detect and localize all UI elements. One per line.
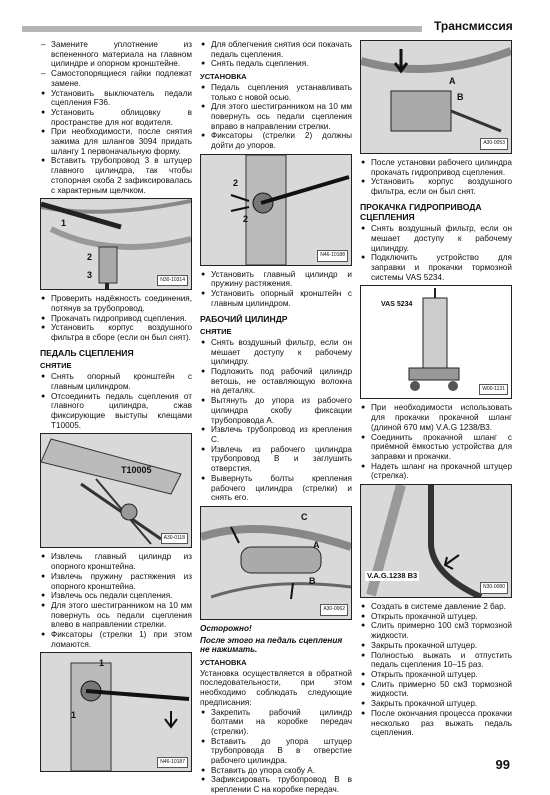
warning-text: После этого на педаль сцепления не нажимать. (200, 635, 343, 655)
figure-label: A (313, 539, 320, 550)
list-item: ● Установить главный цилиндр и пружину растяжения. (200, 270, 352, 289)
line-drawing (361, 41, 511, 153)
list-item: ● После установки рабочего цилиндра прокачать гидропривод сцепления. (360, 158, 512, 177)
list-item: ● Фиксаторы (стрелки 2) должны дойти до упоров. (200, 131, 352, 150)
figure-label: V.A.G.1238 B3 (367, 571, 418, 581)
list-item: ● Установить облицовку в пространстве для ног водителя. (40, 108, 192, 127)
figure-master-cylinder-line (40, 198, 192, 290)
figure-pedal-axis-remove (40, 652, 192, 772)
subsection-heading: УСТАНОВКА (200, 72, 247, 82)
list-item: ● Снять опорный кронштейн с главным цилиндром. (40, 372, 192, 391)
list-item: ● Прокачать гидропривод сцепления. (40, 314, 192, 324)
list-item: ● Вставить до упора штуцер трубопровода В в отверстие рабочего цилиндра. (200, 737, 352, 766)
list-item: ● При необходимости, после снятия зажима для шлангов 3094 придать шлангу 1 первоначальную форму. (40, 127, 192, 156)
list-item: ● Фиксаторы (стрелки 1) при этом ломаются. (40, 630, 192, 649)
page-number: 99 (495, 757, 510, 772)
list-item: ● Закрыть прокачной штуцер. (360, 641, 512, 651)
list-item: ● Соединить прокачной шланг с приёмной ёмкостью устройства для заправки и прокачки. (360, 433, 512, 462)
figure-label: 2 (87, 252, 93, 263)
list-item: ● Извлечь ось педали сцепления. (40, 591, 192, 601)
list-item: – Самостопорящиеся гайки подлежат замене. (40, 69, 192, 88)
list-item: ● Открыть прокачной штуцер. (360, 612, 512, 622)
list-item: ● Открыть прокачной штуцер. (360, 670, 512, 680)
list-item: ● Снять педаль сцепления. (200, 59, 352, 69)
list-item: ● Установить опорный кронштейн с главным цилиндром. (200, 289, 352, 308)
line-drawing (201, 507, 351, 619)
figure-code: A30-0053 (480, 138, 508, 150)
section-title: Трансмиссия (428, 18, 550, 35)
subsection-heading: СНЯТИЕ (200, 327, 232, 337)
list-item: ● Установить корпус воздушного фильтра, если он был снят. (360, 177, 512, 196)
subsection-heading: УСТАНОВКА (200, 658, 247, 668)
page-header (0, 18, 550, 35)
figure-code: N30-0080 (480, 582, 508, 594)
figure-label: B (457, 92, 464, 102)
figure-bleeding-device (360, 285, 512, 399)
header-rule (22, 26, 422, 32)
list-item: ● Слить примерно 50 см3 тормозной жидкости. (360, 680, 512, 699)
figure-label: 1 (99, 658, 105, 669)
figure-code: N46-10188 (317, 250, 348, 262)
figure-label: A (449, 76, 456, 86)
list-item: ● Педаль сцепления устанавливать только с новой осью. (200, 83, 352, 102)
figure-label: 2 (233, 177, 239, 188)
list-item: ● Для этого шестигранником на 10 мм повернуть ось педали сцепления влево в направлении стрелки. (40, 601, 192, 630)
list-item: ● Вставить трубопровод 3 в штуцер главного цилиндра, так чтобы стопорная скоба 2 зафиксировалась с характерным щелчком. (40, 156, 192, 195)
list-item: ● Зафиксировать трубопровод В в креплении С на коробке передач. (200, 775, 352, 794)
section-heading: ПРОКАЧКА ГИДРОПРИВОДА СЦЕПЛЕНИЯ (360, 201, 482, 222)
paragraph: Установка осуществляется в обратной последовательности, при этом необходимо соблюдать следующие предписания: (200, 668, 352, 707)
list-item: ● Извлечь пружину растяжения из опорного кронштейна. (40, 572, 192, 591)
section-heading: ПЕДАЛЬ СЦЕПЛЕНИЯ (40, 347, 134, 358)
list-item: ● Проверить надёжность соединения, потянув за трубопровод. (40, 294, 192, 313)
list-item: ● Вывернуть болты крепления рабочего цилиндра (стрелки) и снять его. (200, 474, 352, 503)
column-2 (200, 40, 352, 795)
column-3 (360, 40, 512, 738)
figure-label: 2 (243, 213, 249, 224)
list-item: ● Извлечь трубопровод из крепления С. (200, 425, 352, 444)
list-item: ● Отсоединить педаль сцепления от главного цилиндра, сжав фиксирующие выступы клещами T10005. (40, 392, 192, 431)
figure-pliers (40, 433, 192, 548)
list-item: ● Подложить под рабочий цилиндр ветошь, не оставляющую волокна на деталях. (200, 367, 352, 396)
figure-code: W00-1131 (479, 384, 508, 396)
list-item: ● После окончания процесса прокачки несколько раз выжать педаль сцепления. (360, 709, 512, 738)
figure-label: 1 (71, 710, 77, 721)
warning-title: Осторожно! (200, 623, 252, 633)
list-item: ● Надеть шланг на прокачной штуцер (стрелка). (360, 462, 512, 481)
figure-slave-cylinder (200, 506, 352, 620)
figure-code: N30-10314 (157, 275, 188, 287)
line-drawing (201, 155, 351, 265)
list-item: ● При необходимости использовать для прокачки прокачной шланг (длиной 670 мм) V.A.G 1238/В3. (360, 403, 512, 432)
figure-code: N46-10187 (157, 757, 188, 769)
figure-label: C (301, 511, 308, 522)
subsection-heading: СНЯТИЕ (40, 361, 72, 371)
list-item: ● Закрепить рабочий цилиндр болтами на коробке передач (стрелки). (200, 708, 352, 737)
figure-pedal-axis-install (200, 154, 352, 266)
list-item: ● Закрыть прокачной штуцер. (360, 699, 512, 709)
list-item: ● Создать в системе давление 2 бар. (360, 602, 512, 612)
list-item: ● Вытянуть до упора из рабочего цилиндра скобу фиксации трубопровода А. (200, 396, 352, 425)
list-item: ● Вставить до упора скобу А. (200, 766, 352, 776)
figure-label: 3 (87, 270, 93, 281)
figure-code: A30-0118 (161, 533, 188, 545)
list-item: ● Слить примерно 100 см3 тормозной жидкости. (360, 621, 512, 640)
list-item: ● Установить выключатель педали сцепления F36. (40, 89, 192, 108)
list-item: ● Для облегчения снятия оси покачать педаль сцепления. (200, 40, 352, 59)
figure-bleed-hose (360, 484, 512, 598)
line-drawing (41, 653, 191, 771)
section-heading: РАБОЧИЙ ЦИЛИНДР (200, 313, 288, 324)
figure-code: A30-0062 (320, 604, 348, 616)
list-item: ● Снять воздушный фильтр, если он мешает доступу к рабочему цилиндру. (200, 338, 352, 367)
list-item: ● Подключить устройство для заправки и прокачки тормозной системы VAS 5234. (360, 253, 512, 282)
list-item: ● Установить корпус воздушного фильтра в сборе (если он был снят). (40, 323, 192, 342)
figure-label: B (309, 575, 316, 586)
list-item: ● Извлечь из рабочего цилиндра трубопровод В и заглушить отверстия. (200, 445, 352, 474)
figure-label: T10005 (121, 465, 152, 476)
list-item: ● Для этого шестигранником на 10 мм повернуть ось педали сцепления вправо в направлении стрелки. (200, 102, 352, 131)
list-item: ● Извлечь главный цилиндр из опорного кронштейна. (40, 552, 192, 571)
figure-label: VAS 5234 (381, 301, 413, 309)
list-item: ● Снять воздушный фильтр, если он мешает доступу к рабочему цилиндру. (360, 224, 512, 253)
figure-slave-cylinder-install (360, 40, 512, 154)
list-item: – Замените уплотнение из вспененного материала на главном цилиндре и опорном кронштейне. (40, 40, 192, 69)
list-item: ● Полностью выжать и отпустить педаль сцепления 10–15 раз. (360, 651, 512, 670)
column-1 (40, 40, 192, 776)
figure-label: 1 (61, 218, 67, 229)
line-drawing (41, 434, 191, 547)
